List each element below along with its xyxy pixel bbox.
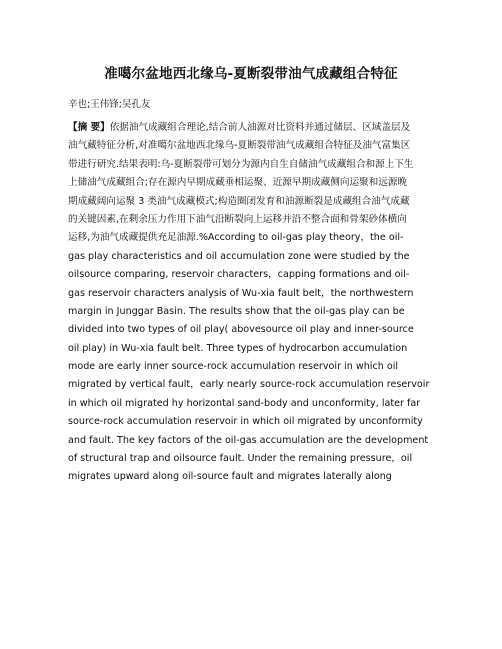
abstract-line: 油气藏特征分析,对准噶尔盆地西北缘乌-夏断裂带油气成藏组合特征及油气富集区: [68, 140, 411, 152]
abstract-line: 的关键因素,在剩余压力作用下油气沿断裂向上运移并沿不整合面和骨架砂体横向: [68, 213, 407, 225]
abstract-line: 期成藏阔向运聚 3 类油气成藏模式;构造圈闭发育和油源断裂是成藏组合油气成藏: [68, 195, 410, 207]
abstract-line: of structural trap and oilsource fault. Under the remaining pressure，oil: [68, 453, 413, 465]
abstract-line: gas play characteristics and oil accumulation zone were studied by the: [68, 250, 410, 262]
abstract-line: 上储油气成藏组合;存在源内早期成藏垂相运聚、近源早期成藏侧向运聚和远源晚: [68, 177, 408, 189]
abstract-line: oilsource comparing, reservoir characters，capping formations and oil-: [68, 269, 410, 281]
abstract-line: 运移,为油气成藏提供充足油源.%According to oil-gas play theory，the oil-: [68, 232, 404, 244]
abstract-line: oil play) in Wu-xia fault belt. Three types of hydrocarbon accumulation: [68, 342, 408, 354]
abstract-line: and fault. The key factors of the oil-gas accumulation are the development: [68, 434, 429, 446]
abstract-line: source-rock accumulation reservoir in which oil migrated by unconformity: [68, 416, 423, 428]
abstract-body: [68, 119, 438, 487]
abstract-line: migrates upward along oil-source fault and migrates laterally along: [68, 471, 392, 483]
abstract-line: in which oil migrated hy horizontal sand-body and unconformity, later far: [68, 397, 421, 409]
abstract-text: 依据油气成藏组合理论,结合前人油源对比资料并通过储层、区域盖层及: [109, 122, 411, 133]
abstract-line: divided into two types of oil play( abovesource oil play and inner-source: [68, 324, 414, 336]
abstract-line: mode are early inner source-rock accumulation reservoir in which oil: [68, 361, 399, 373]
document-title: 准噶尔盆地西北缘乌-夏断裂带油气成藏组合特征: [104, 66, 398, 82]
abstract-line: margin in Junggar Basin. The results show that the oil-gas play can be: [68, 305, 405, 317]
author-list: 辛也;王伟锋;吴孔友: [68, 99, 151, 110]
abstract-line: 带进行研究.结果表明:乌-夏断裂带可划分为源内自生自储油气成藏组合和源上下生: [68, 158, 414, 170]
abstract-line: [68, 119, 438, 137]
abstract-line: gas reservoir characters analysis of Wu-xia fault belt，the northwestern: [68, 287, 414, 299]
abstract-line: migrated by vertical fault，early nearly source-rock accumulation reservoir: [68, 379, 430, 391]
abstract-label: 【摘 要】: [68, 122, 110, 133]
